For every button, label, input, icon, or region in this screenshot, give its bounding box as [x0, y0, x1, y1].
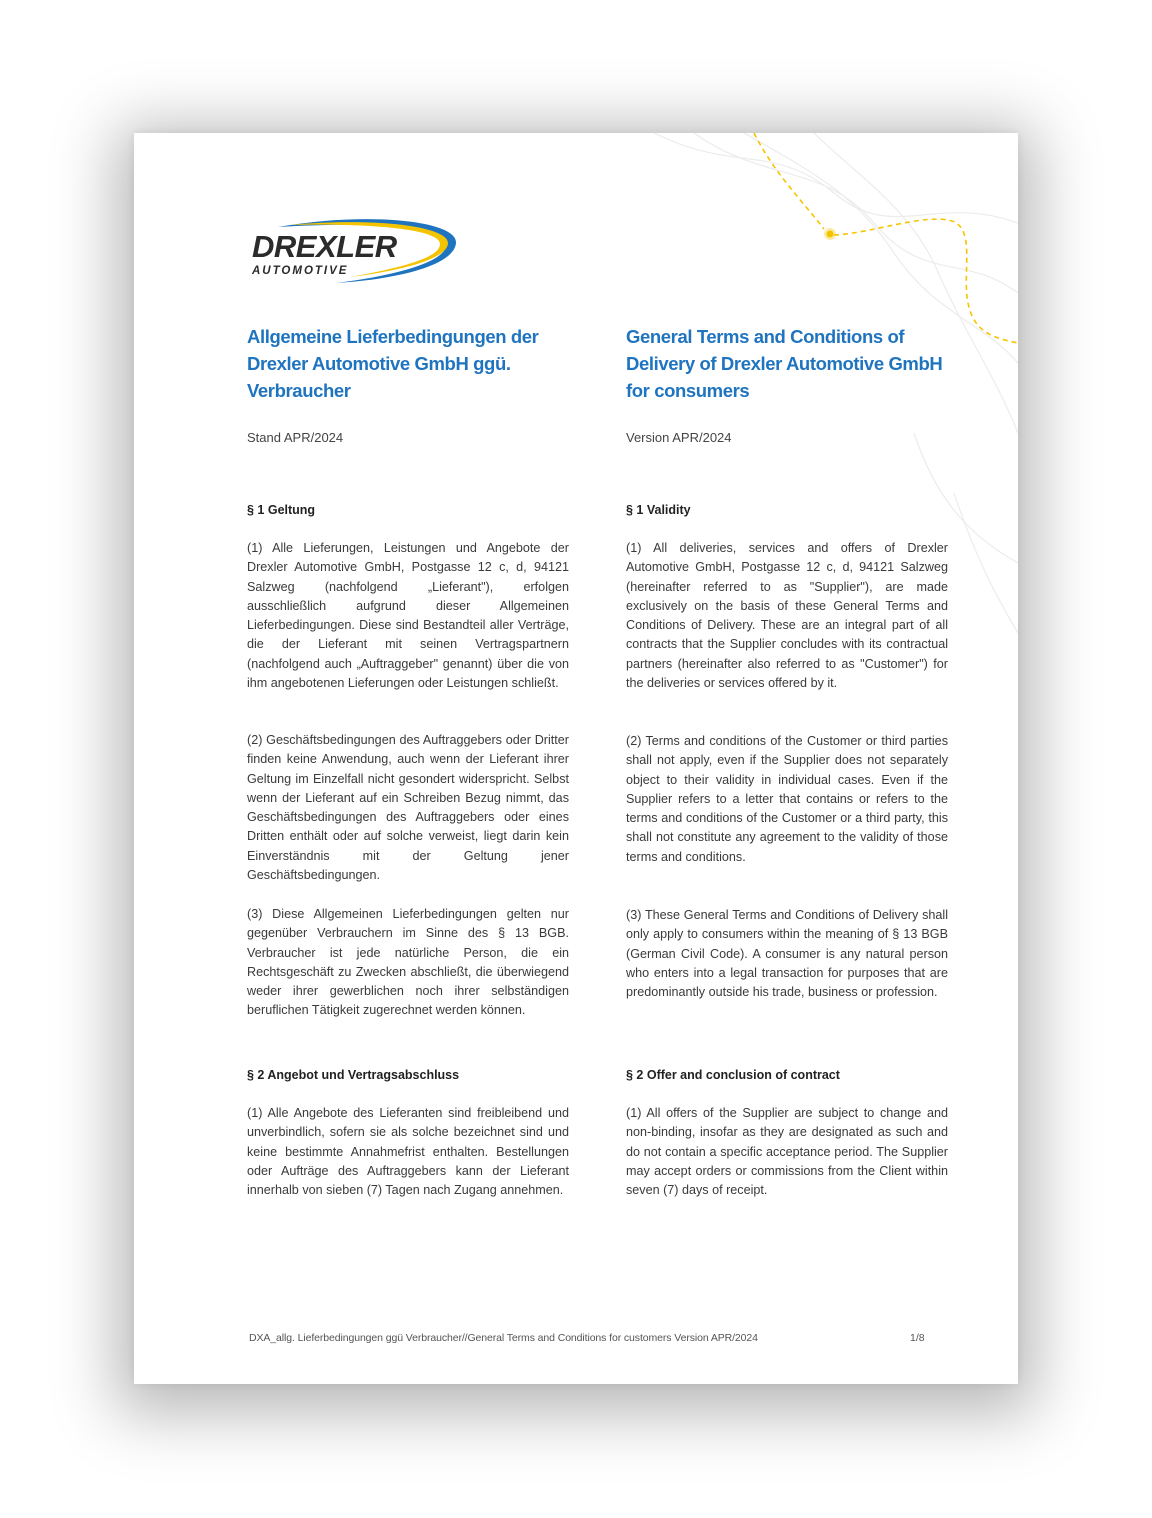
german-section2-para1: (1) Alle Angebote des Lieferanten sind freibleibend und unverbindlich, sofern sie als solche bezeichnet sind und keine bestimmte Annahmefrist enthalten. Bestellungen oder Aufträge des Auftraggebers kann der Lieferant innerhalb von sieben (7) Tagen nach Zugang annehmen. — [247, 1106, 569, 1198]
logo-wordmark: DREXLER — [252, 229, 397, 264]
english-section1-heading: § 1 Validity — [626, 503, 691, 517]
english-title: General Terms and Conditions of Delivery of Drexler Automotive GmbH for consumers — [626, 326, 943, 401]
english-section1-para2: (2) Terms and conditions of the Customer or third parties shall not apply, even if the Supplier does not separately object to their validity in individual cases. Even if the Supplier refers to a letter that contains or refers to the terms and conditions of the Customer or a third party, this shall not constitute any agreement to the validity of those terms and conditions. — [626, 734, 948, 864]
german-section1-para2: (2) Geschäftsbedingungen des Auftraggebers oder Dritter finden keine Anwendung, auch wenn der Lieferant ihrer Geltung im Einzelfall nicht gesondert widerspricht. Selbst wenn der Lieferant auf ein Schreiben Bezug nimmt, das Geschäftsbedingungen des Auftraggebers oder eines Dritten enthält oder auf solche verweist, liegt darin kein Einverständnis mit der Geltung jener Geschäftsbedingungen. — [247, 733, 569, 883]
english-section2-heading: § 2 Offer and conclusion of contract — [626, 1068, 840, 1082]
logo-mark-icon — [250, 217, 462, 287]
document-page — [134, 133, 1018, 1384]
logo-subline: AUTOMOTIVE — [252, 265, 349, 277]
german-section2-heading: § 2 Angebot und Vertragsabschluss — [247, 1068, 460, 1082]
english-version: Version APR/2024 — [626, 430, 732, 445]
drexler-logo — [250, 217, 462, 287]
english-section1-para1: (1) All deliveries, services and offers of Drexler Automotive GmbH, Postgasse 12 c, d, 94121 Salzweg (hereinafter referred to as "Supplier"), are made exclusively on the basis of these General Terms and Conditions of Delivery. These are an integral part of all contracts that the Supplier concludes with its contractual partners (hereinafter also referred to as "Customer") for the deliveries or services offered by it. — [626, 541, 948, 691]
english-column — [626, 323, 948, 460]
footer-text: DXA_allg. Lieferbedingungen ggü Verbraucher//General Terms and Conditions for customers Version APR/2024 — [249, 1332, 758, 1344]
english-section2-para1: (1) All offers of the Supplier are subject to change and non-binding, insofar as they are designated as such and do not contain a specific acceptance period. The Supplier may accept orders or commissions from the Client within seven (7) days of receipt. — [626, 1106, 948, 1198]
german-section1-heading: § 1 Geltung — [247, 503, 316, 517]
german-section1-para3: (3) Diese Allgemeinen Lieferbedingungen gelten nur gegenüber Verbrauchern im Sinne des § 13 BGB. Verbraucher ist jede natürliche Person, die ein Rechtsgeschäft zu Zwecken abschließt, die überwiegend weder ihrer gewerblichen noch ihrer selbständigen beruflichen Tätigkeit zugerechnet werden können. — [247, 907, 569, 1018]
english-section1-para3: (3) These General Terms and Conditions of Delivery shall only apply to consumers within the meaning of § 13 BGB (German Civil Code). A consumer is any natural person who enters into a legal transaction for purposes that are predominantly outside his trade, business or profession. — [626, 908, 948, 1000]
german-version: Stand APR/2024 — [247, 430, 344, 445]
page-number: 1/8 — [910, 1332, 925, 1344]
german-title: Allgemeine Lieferbedingungen der Drexler Automotive GmbH ggü. Verbraucher — [247, 326, 539, 401]
german-section1-para1: (1) Alle Lieferungen, Leistungen und Angebote der Drexler Automotive GmbH, Postgasse 12 c, d, 94121 Salzweg (nachfolgend „Lieferant"), erfolgen ausschließlich aufgrund dieser Allgemeinen Lieferbedingungen. Diese sind Bestandteil aller Verträge, die der Lieferant mit seinen Vertragspartnern (nachfolgend auch „Auftraggeber" genannt) über die von ihm angebotenen Lieferungen oder Leistungen schließt. — [247, 541, 569, 691]
german-column — [247, 323, 569, 460]
